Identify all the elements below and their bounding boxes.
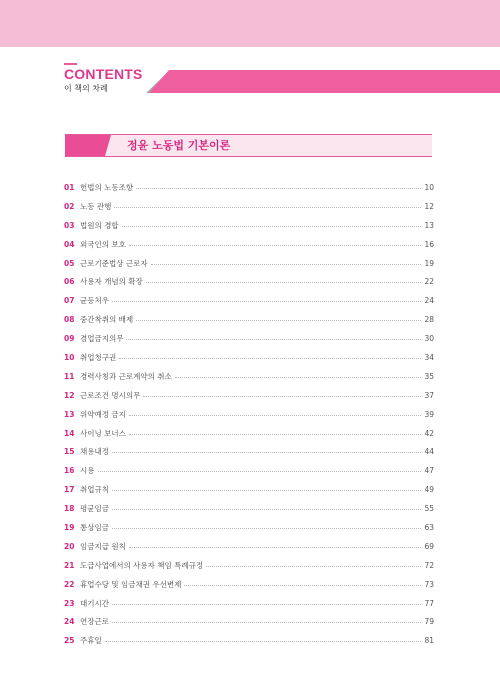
pink-header-bar — [149, 70, 500, 93]
toc-entry[interactable] — [64, 518, 434, 537]
toc-leader-dots — [98, 471, 422, 472]
toc-leader-dots — [146, 282, 422, 283]
toc-leader-dots — [143, 396, 421, 397]
toc-entry-title: 주휴일 — [80, 636, 102, 646]
toc-entry-number: 23 — [64, 598, 75, 608]
toc-leader-dots — [206, 566, 421, 567]
toc-entry-number: 03 — [64, 220, 75, 230]
toc-entry[interactable] — [64, 386, 434, 405]
toc-entry-page: 13 — [424, 220, 434, 230]
toc-entry-number: 21 — [64, 560, 75, 570]
toc-entry-number: 02 — [64, 201, 75, 211]
toc-entry[interactable] — [64, 499, 434, 518]
toc-entry-number: 25 — [64, 636, 75, 646]
toc-entry-page: 10 — [424, 182, 434, 192]
toc-entry-page: 81 — [424, 636, 434, 646]
toc-entry-page: 69 — [424, 541, 434, 551]
toc-entry-title: 채용내정 — [80, 447, 109, 457]
toc-entry-page: 49 — [424, 485, 434, 495]
toc-entry-page: 30 — [424, 334, 434, 344]
toc-entry-number: 19 — [64, 522, 75, 532]
section-title: 정윤 노동법 기본이론 — [127, 139, 231, 152]
toc-leader-dots — [112, 509, 421, 510]
toc-entry-title: 도급사업에서의 사용자 책임 특례규정 — [80, 560, 204, 570]
toc-entry-number: 11 — [64, 371, 75, 381]
toc-entry-number: 13 — [64, 409, 75, 419]
toc-entry-number: 14 — [64, 428, 75, 438]
toc-entry-title: 시용 — [80, 466, 95, 476]
toc-entry[interactable] — [64, 594, 434, 613]
toc-entry-number: 15 — [64, 447, 75, 457]
toc-leader-dots — [112, 622, 421, 623]
toc-entry-title: 근로조건 명시의무 — [80, 390, 141, 400]
toc-leader-dots — [119, 358, 421, 359]
toc-entry-title: 위약예정 금지 — [80, 409, 126, 419]
toc-entry[interactable] — [64, 216, 434, 235]
toc-leader-dots — [114, 207, 421, 208]
toc-entry[interactable] — [64, 197, 434, 216]
toc-entry-number: 06 — [64, 277, 75, 287]
toc-entry[interactable] — [64, 367, 434, 386]
toc-entry[interactable] — [64, 631, 434, 650]
toc-leader-dots — [151, 264, 422, 265]
toc-entry-title: 대기시간 — [80, 598, 109, 608]
toc-entry[interactable] — [64, 480, 434, 499]
toc-leader-dots — [136, 188, 421, 189]
toc-leader-dots — [129, 434, 422, 435]
toc-entry-page: 47 — [424, 466, 434, 476]
toc-leader-dots — [129, 245, 422, 246]
toc-entry-page: 16 — [424, 239, 434, 249]
toc-entry-page: 24 — [424, 296, 434, 306]
toc-entry-title: 취업청구권 — [80, 352, 117, 362]
toc-entry[interactable] — [64, 254, 434, 273]
toc-entry[interactable] — [64, 310, 434, 329]
toc-leader-dots — [129, 415, 422, 416]
toc-entry-page: 22 — [424, 277, 434, 287]
toc-entry-page: 19 — [424, 258, 434, 268]
section-header — [65, 134, 432, 157]
toc-entry-title: 외국인의 보호 — [80, 239, 126, 249]
toc-entry-title: 겸업금지의무 — [80, 334, 124, 344]
toc-entry-number: 04 — [64, 239, 75, 249]
toc-entry[interactable] — [64, 556, 434, 575]
toc-leader-dots — [184, 585, 421, 586]
toc-entry-number: 20 — [64, 541, 75, 551]
contents-subtitle: 이 책의 차례 — [64, 84, 108, 93]
toc-entry-page: 35 — [424, 371, 434, 381]
toc-entry[interactable] — [64, 575, 434, 594]
toc-entry-page: 73 — [424, 579, 434, 589]
toc-entry[interactable] — [64, 291, 434, 310]
toc-entry-title: 사용자 개념의 확장 — [80, 277, 143, 287]
toc-entry-title: 임금지급 원칙 — [80, 541, 126, 551]
toc-entry[interactable] — [64, 442, 434, 461]
toc-entry-number: 08 — [64, 315, 75, 325]
toc-entry-number: 22 — [64, 579, 75, 589]
toc-entry-page: 34 — [424, 352, 434, 362]
toc-entry-page: 12 — [424, 201, 434, 211]
toc-entry-title: 노동 관행 — [80, 201, 112, 211]
toc-entry-page: 37 — [424, 390, 434, 400]
toc-entry[interactable] — [64, 405, 434, 424]
toc-entry-page: 39 — [424, 409, 434, 419]
accent-dash — [64, 63, 77, 65]
toc-entry-page: 79 — [424, 617, 434, 627]
toc-entry-title: 중간착취의 배제 — [80, 315, 134, 325]
toc-entry[interactable] — [64, 424, 434, 443]
toc-leader-dots — [112, 604, 421, 605]
toc-entry-page: 55 — [424, 504, 434, 514]
toc-leader-dots — [175, 377, 422, 378]
toc-entry-page: 44 — [424, 447, 434, 457]
toc-entry-page: 42 — [424, 428, 434, 438]
toc-leader-dots — [112, 490, 421, 491]
toc-entry[interactable] — [64, 235, 434, 254]
toc-entry-number: 17 — [64, 485, 75, 495]
toc-leader-dots — [122, 226, 422, 227]
toc-entry-title: 근로기준법상 근로자 — [80, 258, 148, 268]
toc-entry-title: 통상임금 — [80, 522, 109, 532]
toc-leader-dots — [112, 452, 421, 453]
toc-entry-page: 28 — [424, 315, 434, 325]
toc-entry-title: 평균임금 — [80, 504, 109, 514]
toc-entry-title: 사이닝 보너스 — [80, 428, 126, 438]
toc-leader-dots — [112, 528, 421, 529]
toc-entry-number: 18 — [64, 504, 75, 514]
toc-entry-title: 취업규칙 — [80, 485, 109, 495]
toc-entry-title: 연장근로 — [80, 617, 109, 627]
section-tab-decoration — [65, 135, 111, 156]
toc-entry-number: 09 — [64, 334, 75, 344]
contents-title: CONTENTS — [64, 66, 143, 82]
toc-entry[interactable] — [64, 612, 434, 631]
toc-entry[interactable] — [64, 461, 434, 480]
toc-entry-number: 10 — [64, 352, 75, 362]
toc-entry-page: 63 — [424, 522, 434, 532]
toc-entry-number: 07 — [64, 296, 75, 306]
toc-entry-number: 05 — [64, 258, 75, 268]
top-banner — [0, 0, 500, 47]
toc-entry[interactable] — [64, 537, 434, 556]
toc-entry-number: 01 — [64, 182, 75, 192]
toc-leader-dots — [105, 641, 422, 642]
toc-leader-dots — [126, 339, 421, 340]
toc-entry-page: 72 — [424, 560, 434, 570]
toc-entry[interactable] — [64, 329, 434, 348]
table-of-contents — [64, 178, 434, 650]
toc-entry[interactable] — [64, 348, 434, 367]
toc-entry-title: 법원의 경합 — [80, 220, 119, 230]
toc-entry-title: 균등처우 — [80, 296, 109, 306]
toc-leader-dots — [136, 320, 421, 321]
toc-entry-number: 24 — [64, 617, 75, 627]
toc-leader-dots — [129, 547, 422, 548]
toc-entry[interactable] — [64, 178, 434, 197]
toc-entry-title: 휴업수당 및 임금채권 우선변제 — [80, 579, 182, 589]
toc-entry-number: 12 — [64, 390, 75, 400]
toc-entry-number: 16 — [64, 466, 75, 476]
toc-entry-title: 경력사칭과 근로계약의 취소 — [80, 371, 172, 381]
toc-entry[interactable] — [64, 272, 434, 291]
toc-entry-page: 77 — [424, 598, 434, 608]
toc-leader-dots — [112, 301, 421, 302]
toc-entry-title: 헌법의 노동조항 — [80, 182, 134, 192]
